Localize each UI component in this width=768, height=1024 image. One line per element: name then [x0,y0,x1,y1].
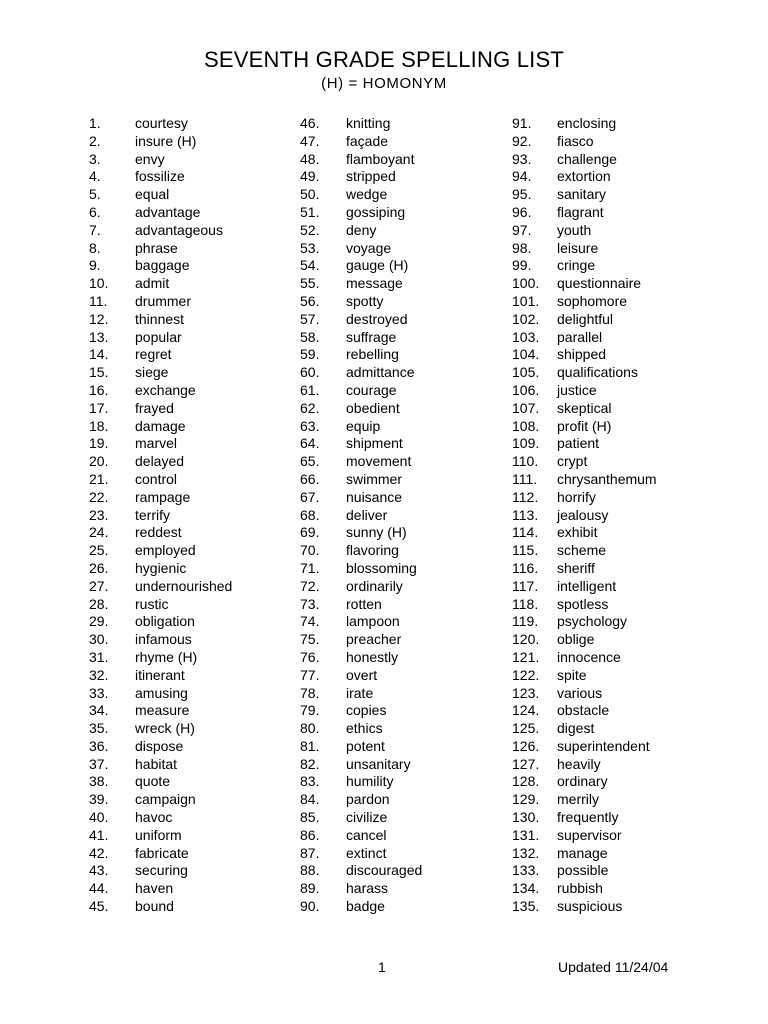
entry-word: phrase [135,239,178,256]
entry-number: 99. [512,257,532,274]
entry-number: 63. [300,417,320,434]
entry-number: 95. [512,186,532,203]
entry-word: youth [557,221,592,238]
entry-number: 105. [512,364,540,381]
entry-number: 118. [512,595,539,612]
entry-word: merrily [557,791,599,808]
entry-number: 100. [512,275,540,292]
entry-number: 56. [300,292,320,309]
entry-word: obligation [135,613,195,630]
entry-word: spotty [346,292,384,309]
entry-word: voyage [346,239,392,256]
entry-word: destroyed [346,310,408,327]
entry-word: frayed [135,399,174,416]
entry-word: securing [135,862,188,879]
entry-word: oblige [557,631,595,648]
entry-word: admittance [346,364,415,381]
entry-word: sunny (H) [346,524,407,541]
entry-number: 31. [89,648,109,665]
entry-word: scheme [557,542,607,559]
entry-number: 20. [89,453,109,470]
entry-number: 48. [300,150,320,167]
entry-number: 23. [89,506,109,523]
entry-word: haven [135,880,174,897]
entry-word: enclosing [557,115,617,131]
entry-number: 94. [512,168,532,185]
entry-number: 131. [512,826,540,843]
entry-word: itinerant [135,666,185,683]
entry-number: 115. [512,542,539,559]
entry-word: envy [135,150,165,167]
entry-number: 36. [89,737,109,754]
entry-number: 92. [512,132,532,149]
entry-word: suffrage [346,328,397,345]
entry-word: superintendent [557,737,650,754]
entry-number: 126. [512,737,540,754]
entry-word: suspicious [557,898,623,915]
entry-word: habitat [135,755,178,772]
entry-word: nuisance [346,488,403,505]
entry-word: profit (H) [557,417,612,434]
entry-number: 72. [300,577,320,594]
entry-number: 47. [300,132,320,149]
entry-word: irate [346,684,374,701]
entry-word: courage [346,381,397,398]
entry-word: spotless [557,595,609,612]
entry-number: 88. [300,862,320,879]
entry-word: overt [346,666,378,683]
entry-number: 62. [300,399,320,416]
entry-word: various [557,684,603,701]
entry-word: thinnest [135,310,185,327]
entry-number: 17. [89,399,109,416]
entry-number: 5. [89,186,101,203]
entry-number: 45. [89,898,109,915]
entry-word: baggage [135,257,190,274]
entry-number: 22. [89,488,109,505]
entry-word: leisure [557,239,599,256]
entry-word: extinct [346,844,387,861]
entry-number: 104. [512,346,540,363]
page-title: SEVENTH GRADE SPELLING LIST [204,47,564,72]
entry-word: frequently [557,809,619,826]
entry-number: 103. [512,328,540,345]
entry-number: 61. [300,381,320,398]
entry-word: swimmer [346,470,402,487]
entry-number: 111. [512,470,538,487]
entry-number: 37. [89,755,109,772]
entry-word: honestly [346,648,399,665]
entry-word: control [135,470,178,487]
entry-number: 97. [512,221,532,238]
entry-word: spite [557,666,587,683]
entry-number: 58. [300,328,320,345]
entry-word: exhibit [557,524,598,541]
entry-number: 128. [512,773,540,790]
entry-word: bound [135,898,174,915]
entry-number: 107. [512,399,540,416]
entry-number: 60. [300,364,320,381]
entry-number: 106. [512,381,540,398]
entry-number: 13. [89,328,109,345]
entry-word: questionnaire [557,275,642,292]
entry-number: 120. [512,631,540,648]
entry-number: 129. [512,791,540,808]
entry-number: 84. [300,791,320,808]
entry-word: advantageous [135,221,223,238]
entry-word: quote [135,773,171,790]
entry-word: crypt [557,453,588,470]
homonym-legend: (H) = HOMONYM [321,75,447,92]
entry-word: advantage [135,203,201,220]
entry-number: 9. [89,257,101,274]
entry-word: obstacle [557,702,610,719]
entry-number: 116. [512,559,539,576]
entry-number: 102. [512,310,540,327]
entry-number: 28. [89,595,109,612]
entry-number: 34. [89,702,109,719]
entry-number: 52. [300,221,320,238]
entry-number: 6. [89,203,101,220]
entry-number: 121. [512,648,540,665]
entry-number: 75. [300,631,320,648]
entry-word: potent [346,737,385,754]
entry-number: 46. [300,115,320,131]
entry-word: flagrant [557,203,604,220]
entry-number: 50. [300,186,320,203]
entry-word: chrysanthemum [557,470,657,487]
entry-word: deny [346,221,377,238]
entry-word: manage [557,844,608,861]
entry-word: amusing [135,684,188,701]
entry-word: possible [557,862,609,879]
entry-word: movement [346,453,412,470]
entry-number: 39. [89,791,109,808]
entry-number: 66. [300,470,320,487]
entry-word: exchange [135,381,196,398]
entry-number: 133. [512,862,540,879]
entry-word: shipment [346,435,403,452]
entry-number: 82. [300,755,320,772]
entry-word: infamous [135,631,192,648]
entry-word: rotten [346,595,382,612]
entry-number: 98. [512,239,532,256]
entry-number: 127. [512,755,540,772]
entry-word: qualifications [557,364,638,381]
entry-word: rustic [135,595,169,612]
entry-number: 117. [512,577,539,594]
entry-number: 18. [89,417,109,434]
entry-word: delightful [557,310,614,327]
entry-word: ordinarily [346,577,403,594]
entry-number: 125. [512,720,540,737]
entry-word: rhyme (H) [135,648,198,665]
entry-number: 85. [300,809,320,826]
entry-number: 26. [89,559,109,576]
entry-word: heavily [557,755,601,772]
entry-number: 74. [300,613,320,630]
entry-number: 67. [300,488,320,505]
entry-word: parallel [557,328,603,345]
entry-word: sanitary [557,186,607,203]
entry-word: façade [346,132,389,149]
entry-number: 79. [300,702,320,719]
entry-word: dispose [135,737,184,754]
entry-word: siege [135,364,169,381]
entry-number: 90. [300,898,320,915]
entry-word: hygienic [135,559,187,576]
entry-word: fiasco [557,132,594,149]
entry-word: civilize [346,809,388,826]
entry-number: 134. [512,880,540,897]
entry-word: fabricate [135,844,189,861]
entry-word: discouraged [346,862,423,879]
entry-number: 93. [512,150,532,167]
entry-number: 119. [512,613,539,630]
entry-number: 7. [89,221,101,238]
entry-number: 69. [300,524,320,541]
entry-number: 2. [89,132,101,149]
entry-number: 78. [300,684,320,701]
entry-word: horrify [557,488,596,505]
entry-number: 96. [512,203,532,220]
entry-word: skeptical [557,399,612,416]
entry-number: 101. [512,292,540,309]
entry-number: 70. [300,542,320,559]
entry-word: cancel [346,826,387,843]
entry-number: 91. [512,115,532,131]
entry-number: 30. [89,631,109,648]
entry-number: 77. [300,666,320,683]
entry-number: 86. [300,826,320,843]
entry-word: message [346,275,403,292]
entry-number: 110. [512,453,539,470]
entry-number: 65. [300,453,320,470]
entry-number: 114. [512,524,539,541]
entry-word: blossoming [346,559,417,576]
entry-number: 25. [89,542,109,559]
entry-word: copies [346,702,387,719]
entry-number: 122. [512,666,540,683]
entry-word: wreck (H) [135,720,195,737]
entry-number: 42. [89,844,109,861]
entry-word: flamboyant [346,150,415,167]
entry-number: 15. [89,364,109,381]
entry-word: humility [346,773,394,790]
entry-number: 49. [300,168,320,185]
entry-word: patient [557,435,600,452]
entry-number: 83. [300,773,320,790]
entry-number: 16. [89,381,109,398]
entry-number: 3. [89,150,101,167]
entry-number: 89. [300,880,320,897]
entry-number: 57. [300,310,320,327]
entry-number: 10. [89,275,109,292]
entry-word: justice [557,381,597,398]
entry-word: popular [135,328,182,345]
entry-word: digest [557,720,595,737]
entry-number: 55. [300,275,320,292]
page-number: 1 [378,959,386,975]
entry-number: 11. [89,292,108,309]
entry-number: 108. [512,417,540,434]
entry-number: 38. [89,773,109,790]
entry-word: knitting [346,115,391,131]
entry-word: psychology [557,613,628,630]
entry-word: harass [346,880,389,897]
entry-word: drummer [135,292,192,309]
entry-word: unsanitary [346,755,411,772]
entry-number: 59. [300,346,320,363]
entry-word: stripped [346,168,396,185]
entry-number: 44. [89,880,109,897]
entry-number: 51. [300,203,320,220]
entry-word: equal [135,186,170,203]
entry-word: delayed [135,453,185,470]
entry-number: 130. [512,809,540,826]
entry-number: 33. [89,684,109,701]
entry-word: supervisor [557,826,622,843]
entry-number: 68. [300,506,320,523]
entry-word: rebelling [346,346,399,363]
entry-number: 73. [300,595,320,612]
entry-number: 132. [512,844,540,861]
entry-word: badge [346,898,385,915]
entry-word: obedient [346,399,400,416]
entry-word: wedge [346,186,388,203]
entry-word: extortion [557,168,611,185]
entry-number: 76. [300,648,320,665]
entry-word: innocence [557,648,621,665]
entry-word: fossilize [135,168,185,185]
entry-word: marvel [135,435,178,452]
entry-number: 4. [89,168,101,185]
entry-word: gossiping [346,203,406,220]
entry-number: 40. [89,809,109,826]
entry-number: 81. [300,737,320,754]
entry-word: regret [135,346,172,363]
entry-number: 12. [89,310,109,327]
entry-number: 35. [89,720,109,737]
entry-word: ordinary [557,773,608,790]
entry-word: uniform [135,826,182,843]
entry-word: reddest [135,524,182,541]
entry-word: cringe [557,257,596,274]
entry-word: measure [135,702,190,719]
entry-number: 124. [512,702,540,719]
entry-number: 80. [300,720,320,737]
entry-word: intelligent [557,577,617,594]
entry-word: rubbish [557,880,603,897]
entry-number: 21. [89,470,109,487]
entry-number: 43. [89,862,109,879]
entry-word: terrify [135,506,170,523]
entry-word: employed [135,542,196,559]
entry-number: 1. [89,115,101,131]
entry-word: deliver [346,506,388,523]
entry-number: 8. [89,239,101,256]
entry-number: 14. [89,346,109,363]
entry-word: flavoring [346,542,399,559]
entry-number: 64. [300,435,320,452]
entry-number: 54. [300,257,320,274]
entry-word: courtesy [135,115,188,131]
entry-word: lampoon [346,613,400,630]
entry-word: sheriff [557,559,595,576]
entry-word: gauge (H) [346,257,409,274]
entry-word: shipped [557,346,607,363]
entry-number: 32. [89,666,109,683]
updated-date: Updated 11/24/04 [558,959,669,975]
entry-word: rampage [135,488,191,505]
entry-word: equip [346,417,381,434]
entry-word: challenge [557,150,617,167]
entry-word: undernourished [135,577,233,594]
entry-word: ethics [346,720,383,737]
entry-word: havoc [135,809,173,826]
entry-number: 113. [512,506,539,523]
entry-number: 109. [512,435,540,452]
entry-number: 71. [300,559,320,576]
entry-word: admit [135,275,170,292]
entry-number: 135. [512,898,540,915]
entry-word: campaign [135,791,196,808]
entry-number: 27. [89,577,109,594]
entry-word: insure (H) [135,132,197,149]
entry-number: 87. [300,844,320,861]
entry-number: 19. [89,435,109,452]
entry-number: 123. [512,684,540,701]
entry-word: jealousy [557,506,609,523]
entry-number: 53. [300,239,320,256]
entry-number: 24. [89,524,109,541]
entry-word: pardon [346,791,390,808]
entry-number: 41. [89,826,109,843]
entry-number: 112. [512,488,539,505]
entry-word: sophomore [557,292,628,309]
entry-number: 29. [89,613,109,630]
entry-word: preacher [346,631,402,648]
entry-word: damage [135,417,186,434]
